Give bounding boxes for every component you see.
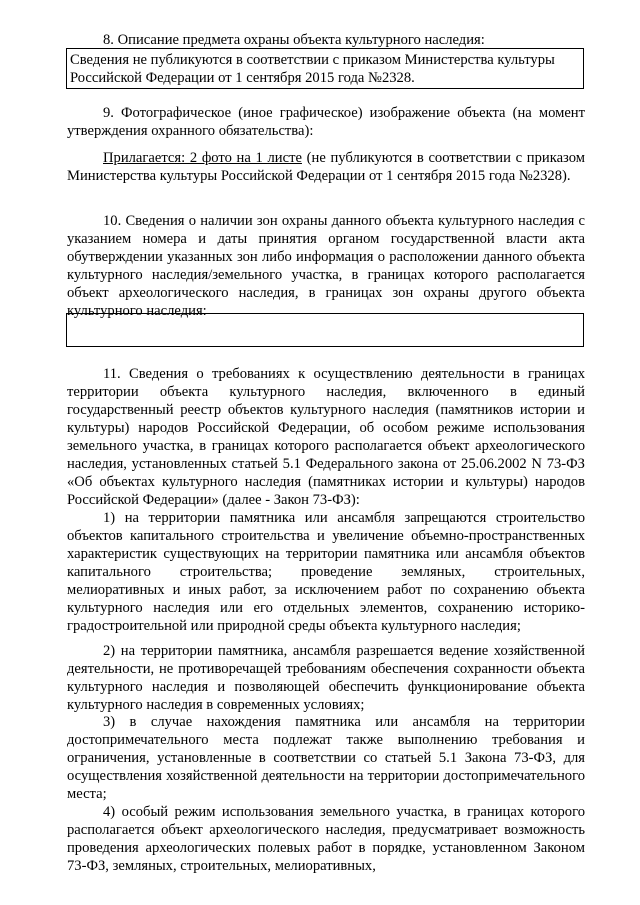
section-11-item-1: 1) на территории памятника или ансамбля запрещаются строительство объектов капитального строительства и увеличение объемно-пространственных характеристик существующих на территории памятника или ансамбля объектов капитального строительства; проведение земляных, строительных, мелиоративных и иных работ, за исключением работ по сохранению объекта культурного наследия или его отдельных элементов, сохранению историко-градостроительной или природной среды объекта культурного наследия; bbox=[67, 510, 585, 634]
section-9-heading: 9. Фотографическое (иное графическое) изображение объекта (на момент утверждения охранного обязательства): bbox=[67, 105, 585, 139]
section-10-box bbox=[66, 313, 584, 347]
section-9-attached: Прилагается: 2 фото на 1 листе bbox=[103, 150, 302, 166]
section-11-item-4: 4) особый режим использования земельного участка, в границах которого располагается объект археологического наследия, предусматривает возможность проведения археологических полевых работ в порядке, установленном Законом 73-ФЗ, земляных, строительных, мелиоративных, bbox=[67, 804, 585, 874]
section-9-body bbox=[67, 149, 585, 185]
section-8-box bbox=[66, 48, 584, 89]
section-8-heading: 8. Описание предмета охраны объекта культурного наследия: bbox=[103, 32, 485, 48]
section-11-item-2: 2) на территории памятника, ансамбля разрешается ведение хозяйственной деятельности, не противоречащей требованиям обеспечения сохранности объекта культурного наследия и позволяющей обеспечить функционирование объекта культурного наследия в современных условиях; bbox=[67, 643, 585, 713]
section-11-intro: 11. Сведения о требованиях к осуществлению деятельности в границах территории объекта культурного наследия, включенного в единый государственный реестр объектов культурного наследия (памятников истории и культуры) народов Российской Федерации, об особом режиме использования земельного участка, в границах которого располагается объект археологического наследия, установленных статьей 5.1 Федерального закона от 25.06.2002 N 73-ФЗ «Об объектах культурного наследия (памятниках истории и культуры) народов Российской Федерации» (далее - Закон 73-ФЗ): bbox=[67, 366, 585, 508]
section-11-item-3: 3) в случае нахождения памятника или ансамбля на территории достопримечательного места подлежат также выполнению требования и ограничения, установленные в соответствии со статьей 5.1 Закона 73-ФЗ, для осуществления хозяйственной деятельности на территории достопримечательного места; bbox=[67, 714, 585, 802]
section-8-box-text: Сведения не публикуются в соответствии с приказом Министерства культуры Российской Федерации от 1 сентября 2015 года №2328. bbox=[70, 52, 555, 86]
section-9-note: (не публикуются в соответствии с приказом Министерства культуры Российской Федерации от 1 сентября 2015 года №2328). bbox=[67, 150, 585, 184]
section-10-text: 10. Сведения о наличии зон охраны данного объекта культурного наследия с указанием номера и даты принятия органом государственной власти акта обутверждении указанных зон либо информация о расположении данного объекта культурного наследия/земельного участка, в границах которого располагается объект археологического наследия, в границах зон охраны другого объекта культурного наследия: bbox=[67, 213, 585, 319]
